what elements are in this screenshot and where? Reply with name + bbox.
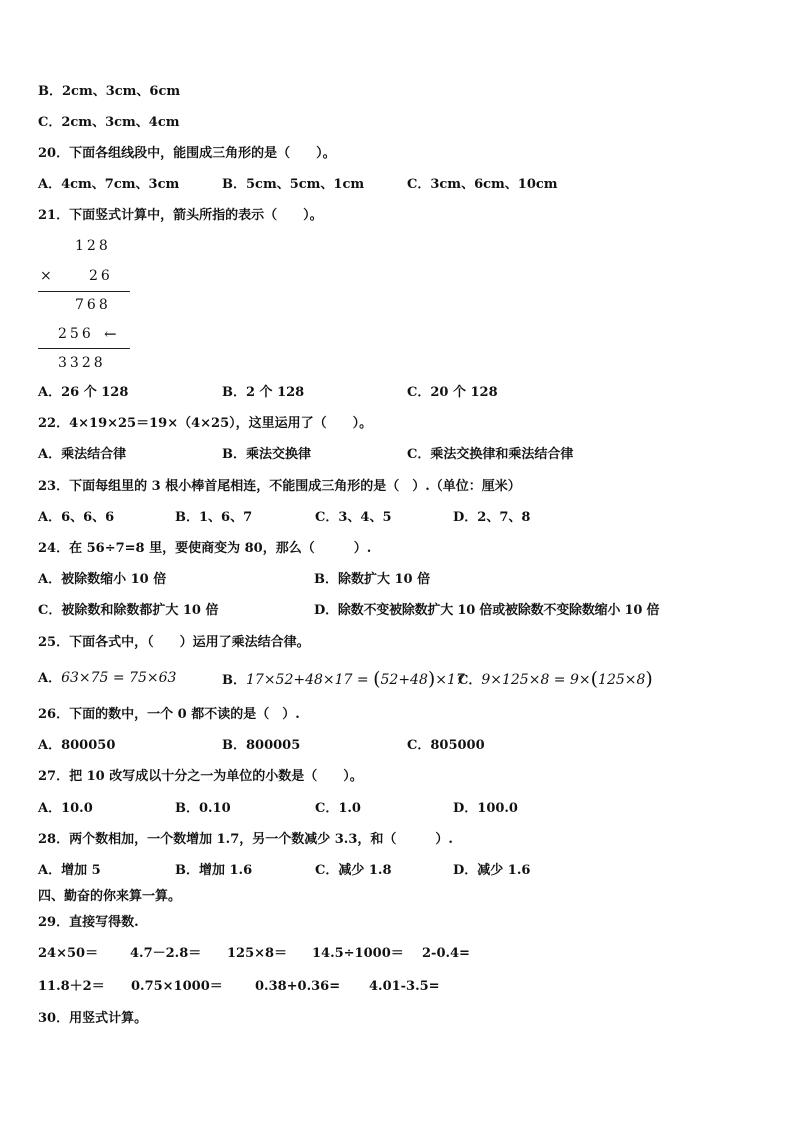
q27-stem: 27．把 10 改写成以十分之一为单位的小数是（ ）。 <box>38 769 363 784</box>
option-label: A． <box>38 671 62 686</box>
q26-option-a: A．800050 <box>38 738 116 753</box>
equation-right: ×17 <box>435 672 465 688</box>
q24-stem: 24．在 56÷7=8 里，要使商变为 80，那么（ ）. <box>38 541 372 556</box>
option-label: C． <box>458 673 482 688</box>
q27-option-a: A．10.0 <box>38 801 93 816</box>
q22-stem: 22．4×19×25＝19×（4×25），这里运用了（ ）。 <box>38 416 373 431</box>
option-label: B． <box>222 673 246 688</box>
q24-option-c: C．被除数和除数都扩大 10 倍 <box>38 603 219 618</box>
paren-close: ) <box>645 668 653 690</box>
q28-option-d: D．减少 1.6 <box>453 863 531 878</box>
calc-item: 4.01-3.5= <box>369 979 440 994</box>
q22-option-c: C．乘法交换律和乘法结合律 <box>407 447 574 462</box>
divider-line <box>38 348 130 349</box>
q25-stem: 25．下面各式中，（ ）运用了乘法结合律。 <box>38 635 310 650</box>
q27-option-c: C．1.0 <box>315 801 361 816</box>
q26-option-c: C．805000 <box>407 738 485 753</box>
q24-option-d: D．除数不变被除数扩大 10 倍或被除数不变除数缩小 10 倍 <box>314 603 660 618</box>
q19-option-c: C．2cm、3cm、4cm <box>38 115 180 130</box>
q28-stem: 28．两个数相加，一个数增加 1.7，另一个数减少 3.3，和（ ）. <box>38 832 453 847</box>
q23-option-d: D．2、7、8 <box>453 510 531 525</box>
arrow-left-icon: ← <box>104 325 120 343</box>
q24-option-b: B．除数扩大 10 倍 <box>314 572 431 587</box>
calc-item: 0.38+0.36= <box>255 979 341 994</box>
q23-option-b: B．1、6、7 <box>175 510 253 525</box>
q20-option-c: C．3cm、6cm、10cm <box>407 177 558 192</box>
paren-open: ( <box>590 668 599 690</box>
section-heading: 四、勤奋的你来算一算。 <box>38 889 182 904</box>
calc-item: 4.7－2.8＝ <box>130 946 202 961</box>
q20-option-b: B．5cm、5cm、1cm <box>222 177 365 192</box>
q28-option-b: B．增加 1.6 <box>175 863 253 878</box>
equation-left: 9×125×8 = 9× <box>481 672 591 688</box>
calc-item: 11.8＋2＝ <box>38 979 105 994</box>
paren-close: ) <box>427 668 436 690</box>
q20-stem: 20．下面各组线段中，能围成三角形的是（ ）。 <box>38 146 336 161</box>
partial-product-2: 256 <box>58 326 94 342</box>
q23-stem: 23．下面每组里的 3 根小棒首尾相连，不能围成三角形的是（ ）.（单位：厘米） <box>38 479 521 494</box>
q25-option-c <box>458 670 653 689</box>
calc-item: 24×50＝ <box>38 946 99 961</box>
q21-option-c: C．20 个 128 <box>407 385 498 400</box>
q26-option-b: B．800005 <box>222 738 301 753</box>
q25-option-a <box>38 670 176 687</box>
calc-item: 2-0.4= <box>422 946 470 961</box>
times-sign: × <box>40 268 55 284</box>
q28-option-c: C．减少 1.8 <box>315 863 392 878</box>
equation: 63×75 = 75×63 <box>61 670 177 686</box>
q19-option-b: B．2cm、3cm、6cm <box>38 84 181 99</box>
multiplier: 26 <box>89 268 113 284</box>
q27-option-d: D．100.0 <box>453 801 518 816</box>
q24-option-a: A．被除数缩小 10 倍 <box>38 572 167 587</box>
partial-product-1: 768 <box>75 297 111 313</box>
q21-option-b: B．2 个 128 <box>222 385 305 400</box>
equation-inner: 52+48 <box>380 672 428 688</box>
q23-option-a: A．6、6、6 <box>38 510 115 525</box>
q28-option-a: A．增加 5 <box>38 863 101 878</box>
q21-stem: 21．下面竖式计算中，箭头所指的表示（ ）。 <box>38 208 323 223</box>
q29-stem: 29．直接写得数. <box>38 915 139 930</box>
q27-option-b: B．0.10 <box>175 801 231 816</box>
final-product: 3328 <box>58 355 106 371</box>
multiplicand: 128 <box>75 238 111 254</box>
q23-option-c: C．3、4、5 <box>315 510 392 525</box>
calc-item: 125×8＝ <box>227 946 288 961</box>
calc-item: 0.75×1000＝ <box>131 979 223 994</box>
calc-item: 14.5÷1000＝ <box>312 946 404 961</box>
q26-stem: 26．下面的数中，一个 0 都不读的是（ ）. <box>38 707 300 722</box>
q21-option-a: A．26 个 128 <box>38 385 129 400</box>
q25-option-b <box>222 670 465 689</box>
divider-line <box>38 291 130 292</box>
equation-left: 17×52+48×17 = <box>246 672 374 688</box>
paren-open: ( <box>373 668 381 690</box>
q22-option-a: A．乘法结合律 <box>38 447 127 462</box>
q30-stem: 30．用竖式计算。 <box>38 1011 148 1026</box>
q20-option-a: A．4cm、7cm、3cm <box>38 177 180 192</box>
equation-inner: 125×8 <box>598 672 646 688</box>
q22-option-b: B．乘法交换律 <box>222 447 311 462</box>
